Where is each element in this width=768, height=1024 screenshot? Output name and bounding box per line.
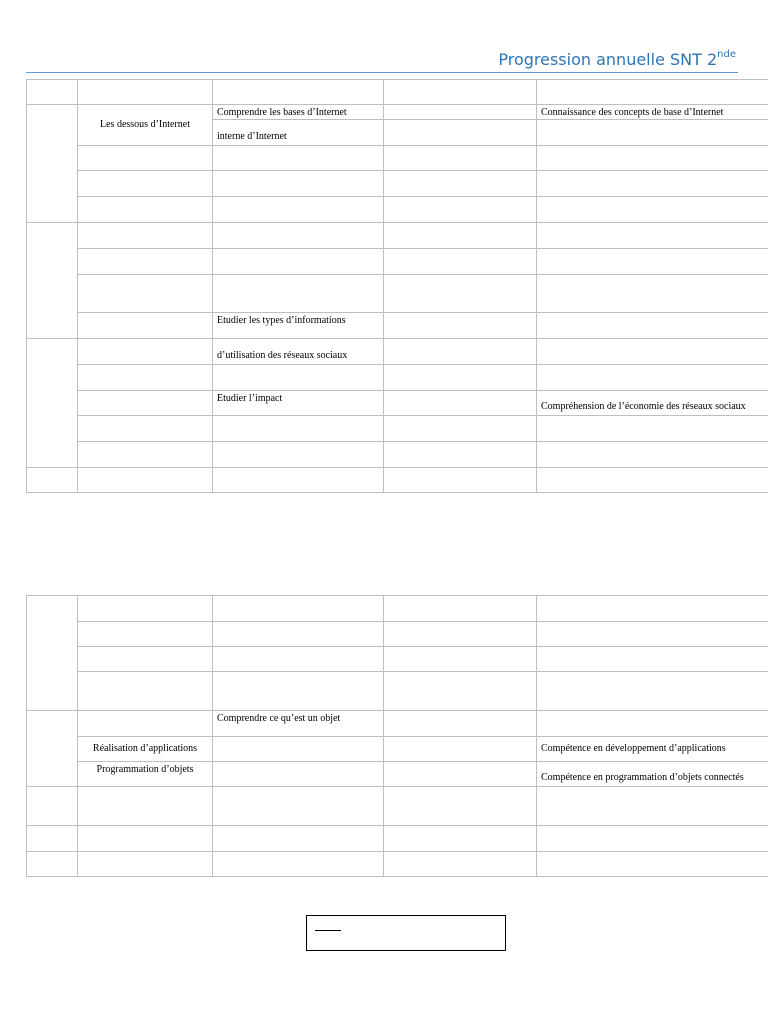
period-cell: [27, 711, 78, 787]
theme-cell: Réalisation d’applications: [78, 737, 213, 762]
table-cell: [213, 171, 384, 197]
table-cell: [78, 249, 213, 275]
table-cell: [78, 339, 213, 365]
table-cell: [384, 647, 537, 672]
table-cell: [213, 762, 384, 787]
table-cell: [537, 852, 768, 877]
table-cell: [537, 711, 768, 737]
table-row: [27, 313, 768, 339]
table-cell: [78, 826, 213, 852]
table-cell: [78, 146, 213, 171]
document-title-superscript: nde: [717, 48, 736, 60]
table-cell: [537, 249, 768, 275]
table-row: [27, 852, 768, 877]
table-cell: [78, 416, 213, 442]
table-cell: [537, 787, 768, 826]
objective-cell: Etudier les types d’informations: [213, 313, 384, 339]
table-cell: [537, 622, 768, 647]
objective-cell: interne d’Internet: [213, 120, 384, 146]
period-cell: [27, 339, 78, 468]
table-cell: [384, 787, 537, 826]
table-row: [27, 365, 768, 391]
table-cell: [384, 852, 537, 877]
table-cell: [213, 80, 384, 105]
table-cell: [537, 313, 768, 339]
table-cell: [384, 275, 537, 313]
table-row: [27, 171, 768, 197]
table-cell: [78, 596, 213, 622]
table-row: [27, 80, 768, 105]
table-cell: [213, 787, 384, 826]
table-row: [27, 339, 768, 365]
table-cell: [384, 80, 537, 105]
period-cell: [27, 826, 78, 852]
objective-cell: Comprendre les bases d’Internet: [213, 105, 384, 120]
table-cell: [384, 737, 537, 762]
table-cell: [213, 647, 384, 672]
competence-cell: Compétence en programmation d’objets connectés: [537, 762, 768, 787]
table-row: [27, 249, 768, 275]
table-cell: [78, 672, 213, 711]
table-cell: [78, 442, 213, 468]
table-cell: [78, 391, 213, 416]
table-cell: [213, 365, 384, 391]
table-cell: [213, 852, 384, 877]
table-row: [27, 391, 768, 416]
table-cell: [537, 647, 768, 672]
table-cell: [537, 146, 768, 171]
table-cell: [78, 197, 213, 223]
table-cell: [213, 197, 384, 223]
table-cell: [78, 365, 213, 391]
table-cell: [384, 711, 537, 737]
table-cell: [78, 468, 213, 493]
table-row: [27, 416, 768, 442]
table-cell: [384, 826, 537, 852]
table-cell: [384, 468, 537, 493]
table-cell: [384, 313, 537, 339]
table-cell: [213, 146, 384, 171]
table-cell: [537, 442, 768, 468]
table-cell: [537, 416, 768, 442]
table-cell: [78, 80, 213, 105]
table-cell: [213, 672, 384, 711]
table-row: [27, 146, 768, 171]
table-cell: [537, 339, 768, 365]
table-cell: [78, 711, 213, 737]
table-cell: [537, 120, 768, 146]
table-row: [27, 826, 768, 852]
footer-box: [306, 915, 506, 951]
table-cell: [78, 275, 213, 313]
period-cell: [27, 468, 78, 493]
table-cell: [78, 787, 213, 826]
table-cell: [384, 365, 537, 391]
table-cell: [384, 596, 537, 622]
table-cell: [384, 120, 537, 146]
table-row: [27, 762, 768, 787]
document-title: [498, 50, 736, 69]
table-cell: [537, 275, 768, 313]
table-cell: [384, 339, 537, 365]
objective-cell: Comprendre ce qu’est un objet: [213, 711, 384, 737]
table-row: [27, 223, 768, 249]
table-cell: [213, 442, 384, 468]
table-cell: [213, 622, 384, 647]
table-cell: [537, 80, 768, 105]
theme-cell: Les dessous d’Internet: [78, 105, 213, 146]
table-row: [27, 596, 768, 622]
table-cell: [384, 249, 537, 275]
table-cell: [213, 223, 384, 249]
competence-cell: Connaissance des concepts de base d’Internet: [537, 105, 768, 120]
table-cell: [384, 197, 537, 223]
table-cell: [384, 672, 537, 711]
table-cell: [384, 416, 537, 442]
document-title-text: Progression annuelle SNT 2: [498, 50, 718, 69]
table-cell: [78, 171, 213, 197]
table-cell: [78, 313, 213, 339]
period-cell: [27, 852, 78, 877]
header-rule: [26, 72, 738, 73]
table-cell: [78, 622, 213, 647]
progression-table-1: [26, 79, 768, 493]
table-cell: [537, 171, 768, 197]
table-cell: [384, 762, 537, 787]
table-cell: [213, 596, 384, 622]
table-cell: [213, 468, 384, 493]
table-cell: [213, 737, 384, 762]
period-cell: [27, 596, 78, 711]
table-cell: [213, 826, 384, 852]
table-cell: [384, 171, 537, 197]
table-cell: [78, 852, 213, 877]
table-cell: [78, 647, 213, 672]
table-cell: [384, 146, 537, 171]
table-cell: [213, 275, 384, 313]
table-cell: [27, 80, 78, 105]
table-cell: [537, 826, 768, 852]
table-cell: [537, 223, 768, 249]
table-row: [27, 442, 768, 468]
competence-cell: Compétence en développement d’applications: [537, 737, 768, 762]
table-cell: [537, 365, 768, 391]
table-cell: [384, 391, 537, 416]
table-row: [27, 468, 768, 493]
table-row: [27, 622, 768, 647]
table-row: [27, 647, 768, 672]
table-row: [27, 711, 768, 737]
table-row: [27, 787, 768, 826]
table-row: [27, 275, 768, 313]
period-cell: [27, 787, 78, 826]
competence-cell: Compréhension de l’économie des réseaux sociaux: [537, 391, 768, 416]
table-cell: [384, 105, 537, 120]
table-row: [27, 197, 768, 223]
table-cell: [537, 197, 768, 223]
table-cell: [213, 416, 384, 442]
table-cell: [384, 442, 537, 468]
table-cell: [537, 596, 768, 622]
table-cell: [537, 468, 768, 493]
table-row: [27, 672, 768, 711]
period-cell: [27, 105, 78, 223]
period-cell: [27, 223, 78, 339]
table-row: [27, 105, 768, 120]
objective-cell: d’utilisation des réseaux sociaux: [213, 339, 384, 365]
table-row: [27, 737, 768, 762]
table-cell: [384, 622, 537, 647]
objective-cell: Etudier l’impact: [213, 391, 384, 416]
table-cell: [384, 223, 537, 249]
table-cell: [213, 249, 384, 275]
table-cell: [537, 672, 768, 711]
table-cell: [78, 223, 213, 249]
footnote-separator: [315, 930, 341, 931]
theme-cell: Programmation d’objets: [78, 762, 213, 787]
progression-table-2: [26, 595, 768, 877]
